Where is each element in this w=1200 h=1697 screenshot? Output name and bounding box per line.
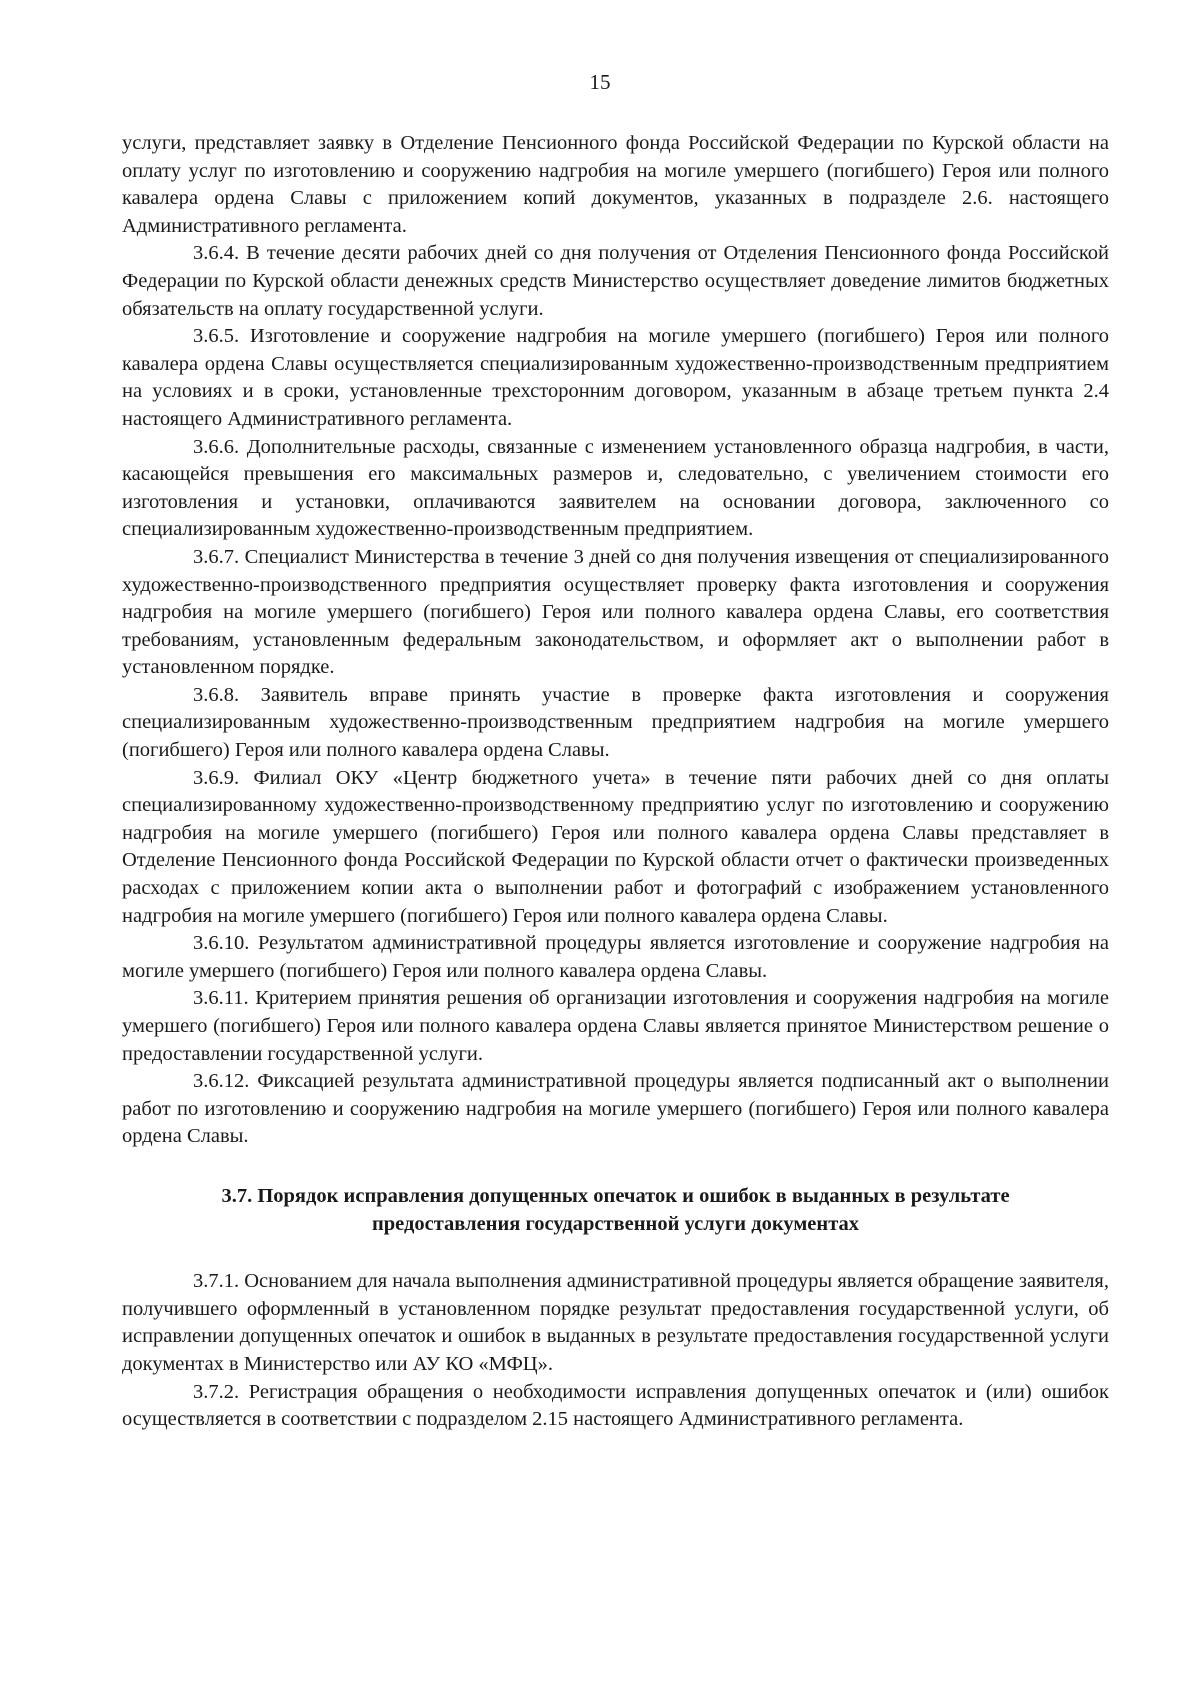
paragraph-3-7-1: 3.7.1. Основанием для начала выполнения административной процедуры является обращение заявителя, получившего оформленный в установленном порядке результат предоставления государственной услуги, об исправлении допущенных опечаток и ошибок в выданных в результате предоставления государственной услуги документах в Министерство или АУ КО «МФЦ».	[122, 1270, 1109, 1375]
paragraph-3-6-9: 3.6.9. Филиал ОКУ «Центр бюджетного учета» в течение пяти рабочих дней со дня оплаты специализированному художественно-производственному предприятию услуг по изготовлению и сооружению надгробия на могиле умершего (погибшего) Героя или полного кавалера ордена Славы представляет в Отделение Пенсионного фонда Российской Федерации по Курской области отчет о фактически произведенных расходах с приложением копии акта о выполнении работ и фотографий с изображением установленного надгробия на могиле умершего (погибшего) Героя или полного кавалера ордена Славы.	[122, 766, 1109, 927]
paragraph-continuation: услуги, представляет заявку в Отделение Пенсионного фонда Российской Федерации по Курской области на оплату услуг по изготовлению и сооружению надгробия на могиле умершего (погибшего) Героя или полного кавалера ордена Славы с приложением копий документов, указанных в подразделе 2.6. настоящего Административного регламента.	[122, 132, 1109, 237]
paragraph-3-6-6: 3.6.6. Дополнительные расходы, связанные с изменением установленного образца надгробия, в части, касающейся превышения его максимальных размеров и, следовательно, с увеличением стоимости его изготовления и установки, оплачиваются заявителем на основании договора, заключенного со специализированным художественно-производственным предприятием.	[122, 435, 1109, 541]
section-heading-3-7: 3.7. Порядок исправления допущенных опечаток и ошибок в выданных в результате предоставления государственной услуги документах	[221, 1184, 1010, 1235]
paragraph-3-6-8: 3.6.8. Заявитель вправе принять участие в проверке факта изготовления и сооружения специализированным художественно-производственным предприятием надгробия на могиле умершего (погибшего) Героя или полного кавалера ордена Славы.	[122, 683, 1109, 762]
paragraph-3-7-2: 3.7.2. Регистрация обращения о необходимости исправления допущенных опечаток и (или) ошибок осуществляется в соответствии с подразделом 2.15 настоящего Административного регламента.	[122, 1380, 1109, 1431]
document-body	[122, 130, 1109, 1434]
paragraph-3-6-7: 3.6.7. Специалист Министерства в течение 3 дней со дня получения извещения от специализированного художественно-производственного предприятия осуществляет проверку факта изготовления и сооружения надгробия на могиле умершего (погибшего) Героя или полного кавалера ордена Славы, его соответствия требованиям, установленным федеральным законодательством, и оформляет акт о выполнении работ в установленном порядке.	[122, 545, 1109, 679]
paragraph-3-6-5: 3.6.5. Изготовление и сооружение надгробия на могиле умершего (погибшего) Героя или полного кавалера ордена Славы осуществляется специализированным художественно-производственным предприятием на условиях и в сроки, установленные трехсторонним договором, указанным в абзаце третьем пункта 2.4 настоящего Административного регламента.	[122, 325, 1109, 430]
paragraph-3-6-4: 3.6.4. В течение десяти рабочих дней со дня получения от Отделения Пенсионного фонда Российской Федерации по Курской области денежных средств Министерство осуществляет доведение лимитов бюджетных обязательств на оплату государственной услуги.	[122, 242, 1109, 320]
page-number: 15	[589, 70, 611, 94]
paragraph-3-6-11: 3.6.11. Критерием принятия решения об организации изготовления и сооружения надгробия на могиле умершего (погибшего) Героя или полного кавалера ордена Славы является принятое Министерством решение о предоставлении государственной услуги.	[122, 987, 1109, 1065]
paragraph-3-6-12: 3.6.12. Фиксацией результата административной процедуры является подписанный акт о выполнении работ по изготовлению и сооружению надгробия на могиле умершего (погибшего) Героя или полного кавалера ордена Славы.	[122, 1070, 1109, 1148]
paragraph-3-6-10: 3.6.10. Результатом административной процедуры является изготовление и сооружение надгробия на могиле умершего (погибшего) Героя или полного кавалера ордена Славы.	[122, 932, 1109, 982]
